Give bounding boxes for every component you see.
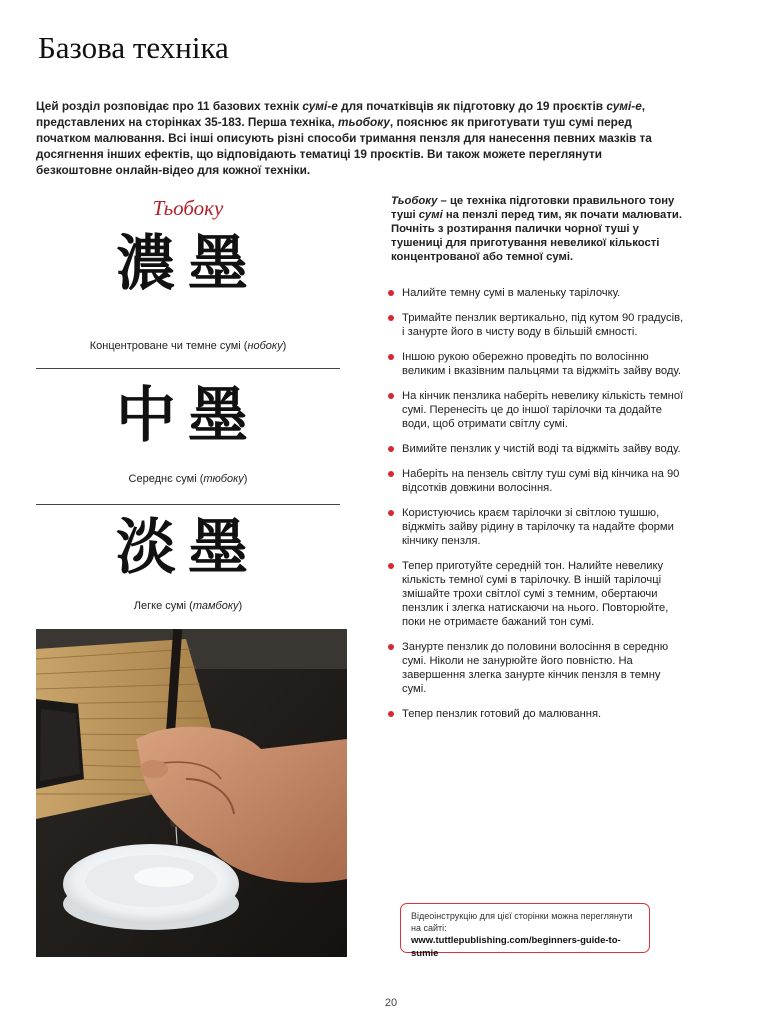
bullet-icon bbox=[388, 510, 394, 516]
technique-description: Тьобоку – це техніка підготовки правильного тону туші сумі на пензлі перед тим, як почати малювати. Почніть з розтирання палички чорної туші у тушениці для приготування невеликої кількості концентрованої або темної сумі. bbox=[391, 195, 682, 263]
steps-list bbox=[388, 286, 684, 721]
bullet-icon bbox=[388, 711, 394, 717]
kanji-chuboku: 中墨 bbox=[116, 381, 260, 451]
caption-chuboku: Середнє сумі (тюбоку) bbox=[128, 473, 248, 485]
page-number: 20 bbox=[384, 997, 398, 1009]
video-callout-text: Відеоінструкцію для цієї сторінки можна переглянути на сайті: bbox=[411, 911, 633, 933]
photo-illustration bbox=[36, 629, 347, 957]
caption-noboku: Концентроване чи темне сумі (нобоку) bbox=[89, 340, 287, 352]
list-item: Тепер приготуйте середній тон. Налийте невелику кількість темної сумі в тарілочку. В іншій тарілочці змішайте трохи світлої сумі з темним, обертаючи пензлик і злегка натискаючи на нього. Повторюйте, поки не отримаєте бажаний тон сумі. bbox=[388, 559, 684, 629]
list-item: Занурте пензлик до половини волосіння в середню сумі. Ніколи не занурюйте його повністю. На завершення злегка занурте кінчик пензля в темну сумі. bbox=[388, 640, 684, 696]
list-item: Вимийте пензлик у чистій воді та віджміть зайву воду. bbox=[388, 442, 684, 456]
divider bbox=[36, 504, 340, 505]
page-title: Базова техніка bbox=[38, 30, 229, 65]
bullet-icon bbox=[388, 315, 394, 321]
bullet-icon bbox=[388, 393, 394, 399]
list-item: Налийте темну сумі в маленьку тарілочку. bbox=[388, 286, 684, 300]
video-link[interactable]: www.tuttlepublishing.com/beginners-guide-to-sumie bbox=[411, 935, 621, 959]
list-item: На кінчик пензлика наберіть невелику кількість темної сумі. Перенесіть це до іншої тарілочки та додайте води, щоб отримати світлу сумі. bbox=[388, 389, 684, 431]
instructions-column bbox=[388, 194, 684, 732]
kanji-noboku: 濃墨 bbox=[116, 229, 260, 299]
bullet-icon bbox=[388, 354, 394, 360]
caption-tanboku: Легке сумі (тамбоку) bbox=[133, 600, 243, 612]
list-item: Іншою рукою обережно проведіть по волосінню великим і вказівним пальцями та віджміть зайву воду. bbox=[388, 350, 684, 378]
bullet-icon bbox=[388, 644, 394, 650]
brush-preparation-photo bbox=[36, 629, 347, 957]
video-callout bbox=[400, 903, 650, 959]
bullet-icon bbox=[388, 446, 394, 452]
bullet-icon bbox=[388, 563, 394, 569]
bullet-icon bbox=[388, 290, 394, 296]
technique-heading: Тьобоку bbox=[152, 196, 224, 220]
list-item: Користуючись краєм тарілочки зі світлою тушшю, віджміть зайву рідину в тарілочку та надайте форми кінчику пензля. bbox=[388, 506, 684, 548]
bullet-icon bbox=[388, 471, 394, 477]
kanji-tanboku: 淡墨 bbox=[116, 513, 260, 583]
intro-paragraph: Цей розділ розповідає про 11 базових технік сумі-е для початківців як підготовку до 19 проєктів сумі-е, представлених на сторінках 35-183. Перша техніка, тьобоку, пояснює як приготувати туш сумі перед початком малювання. Всі інші описують різні способи тримання пензля для нанесення певних мазків та досягнення інших ефектів, що відповідають тематиці 19 проєктів. Ви також можете переглянути безкоштовне онлайн-відео для кожної техніки. bbox=[36, 99, 652, 177]
list-item: Наберіть на пензель світлу туш сумі від кінчика на 90 відсотків довжини волосіння. bbox=[388, 467, 684, 495]
list-item: Тримайте пензлик вертикально, під кутом 90 градусів, і занурте його в чисту воду в більшій ємності. bbox=[388, 311, 684, 339]
list-item: Тепер пензлик готовий до малювання. bbox=[388, 707, 684, 721]
divider bbox=[36, 368, 340, 369]
